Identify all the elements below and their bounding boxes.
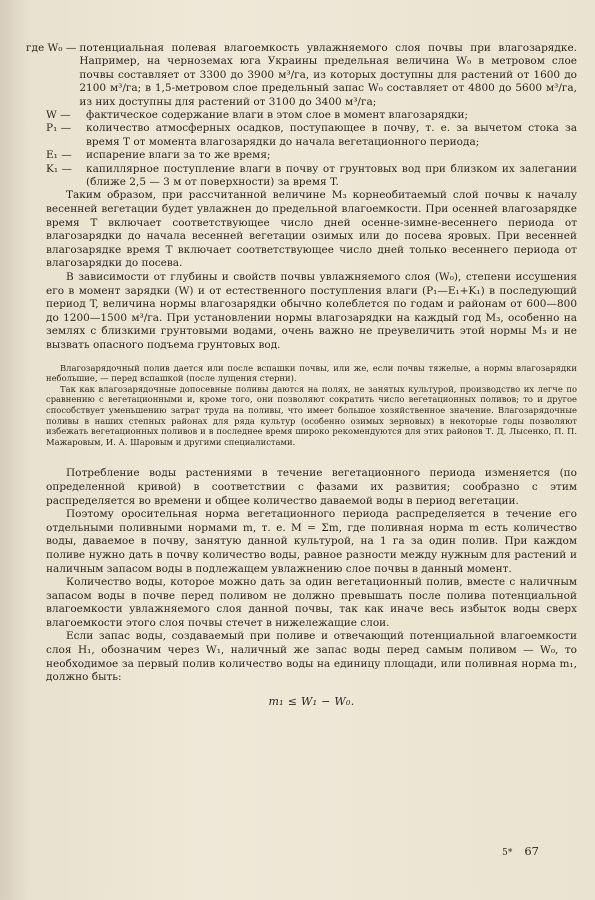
small-paragraph: Влагозарядочный полив дается или после вспашки почвы, или же, если почвы тяжелые, а нормы влагозарядки небольшие, — перед вспашкой (после лущения стерни). bbox=[46, 362, 577, 384]
definition-text: фактическое содержание влаги в этом слое в момент влагозарядки; bbox=[86, 109, 469, 122]
body-paragraph: Таким образом, при рассчитанной величине M₃ корнеобитаемый слой почвы к началу весенней вегетации будет увлажнен до предельной влагоемкости. При осенней влагозарядке время T включает соответствующее число дней осенне-зимне-весеннего периода от влагозарядки до начала весенней вегетации озимых или до посева яровых. При весенней влагозарядке время T включает соответствующее число дней только весеннего периода от влагозарядки до посева. bbox=[46, 189, 577, 270]
signature-mark: 5* bbox=[502, 848, 513, 858]
body-paragraph: Потребление воды растениями в течение вегетационного периода изменяется (по определенной кривой) в соответствии с фазами их развития; сообразно с этим распределяется во времени и общее количество даваемой воды в период вегетации. bbox=[46, 467, 577, 507]
definition-item bbox=[26, 42, 577, 109]
definition-item bbox=[46, 163, 577, 190]
definition-symbol: P₁ — bbox=[46, 122, 72, 135]
definition-item bbox=[46, 109, 577, 122]
definition-symbol: где W₀ — bbox=[26, 42, 77, 54]
page-number: 67 bbox=[524, 844, 539, 858]
definition-symbol: E₁ — bbox=[46, 149, 72, 162]
body-paragraph: В зависимости от глубины и свойств почвы увлажняемого слоя (W₀), степени иссушения его в момент зарядки (W) и от естественного поступления влаги (P₁—E₁+K₁) в последующий период T, величина нормы влагозарядки обычно колеблется по годам и районам от 600—800 до 1200—1500 м³/га. При установлении нормы влагозарядки на каждый год M₃, особенно на землях с близкими грунтовыми водами, очень важно не преувеличить этой нормы M₃ и не вызвать опасного подъема грунтовых вод. bbox=[46, 271, 577, 351]
page-footer bbox=[502, 844, 539, 858]
definition-symbol: W — bbox=[46, 109, 71, 122]
definition-text: испарение влаги за то же время; bbox=[86, 149, 271, 162]
small-paragraph: Так как влагозарядочные допосевные поливы даются на полях, не занятых культурой, производство их легче по сравнению с вегетационными и, кроме того, они позволяют сократить число вегетационных поливов; то и другое способствует уменьшению затрат труда на поливы, что имеет большое хозяйственное значение. Влагозарядочные поливы в наших степных районах для ряда культур (особенно озимых зерновых) в некоторые годы позволяют избежать вегетационных поливов и в последнее время широко рекомендуются для этих районов Т. Д. Лысенко, П. П. Мажаровым, И. А. Шаровым и другими специалистами. bbox=[46, 383, 577, 447]
body-paragraph: Поэтому оросительная норма вегетационного периода распределяется в течение его отдельными поливными нормами m, т. е. M = Σm, где поливная норма m есть количество воды, даваемое в почву, занятую данной культурой, на 1 га за один полив. При каждом поливе нужно дать в почву количество воды, равное разности между нужным для растений и наличным запасом воды в подлежащем увлажнению слое почвы в данный момент. bbox=[46, 508, 577, 575]
section-irrigation bbox=[46, 467, 577, 685]
definition-symbol: K₁ — bbox=[46, 162, 72, 175]
body-paragraph: Если запас воды, создаваемый при поливе и отвечающий потенциальной влагоемкости слоя H₁, обозначим через W₁, наличный же запас воды перед самым поливом — W₀, то необходимое за первый полив количество воды на единицу площади, или поливная норма m₁, должно быть: bbox=[46, 630, 577, 684]
definition-item bbox=[46, 149, 577, 162]
definition-text: капиллярное поступление влаги в почву от грунтовых вод при близком их залегании (ближе 2,5 — 3 м от поверхности) за время T. bbox=[86, 162, 577, 189]
body-paragraph: Количество воды, которое можно дать за один вегетационный полив, вместе с наличным запасом воды в почве перед поливом не должно превышать после полива потенциальной влагоемкости увлажняемого слоя данной почвы, так как иначе весь избыток воды сверх влагоемкости этого слоя почвы стечет в нижележащие слои. bbox=[46, 576, 577, 629]
definition-item bbox=[46, 122, 577, 149]
formula: m₁ ≤ W₁ − W₀. bbox=[268, 694, 355, 708]
definition-text: количество атмосферных осадков, поступающее в почву, т. е. за вычетом стока за время T от момента влагозарядки до начала вегетационного периода; bbox=[86, 122, 577, 148]
definitions-list bbox=[26, 42, 577, 189]
small-print-block bbox=[46, 363, 577, 448]
definition-text: потенциальная полевая влагоемкость увлажняемого слоя почвы при влагозарядке. Например, на черноземах юга Украины предельная величина W₀ в метровом слое почвы составляет от 3300 до 3900 м³/га, из которых доступны для растений от 1600 до 2100 м³/га; в 1,5-метровом слое предельный запас W₀ составляет от 4800 до 5600 м³/га, из них доступны для растений от 3100 до 3400 м³/га; bbox=[79, 42, 577, 108]
